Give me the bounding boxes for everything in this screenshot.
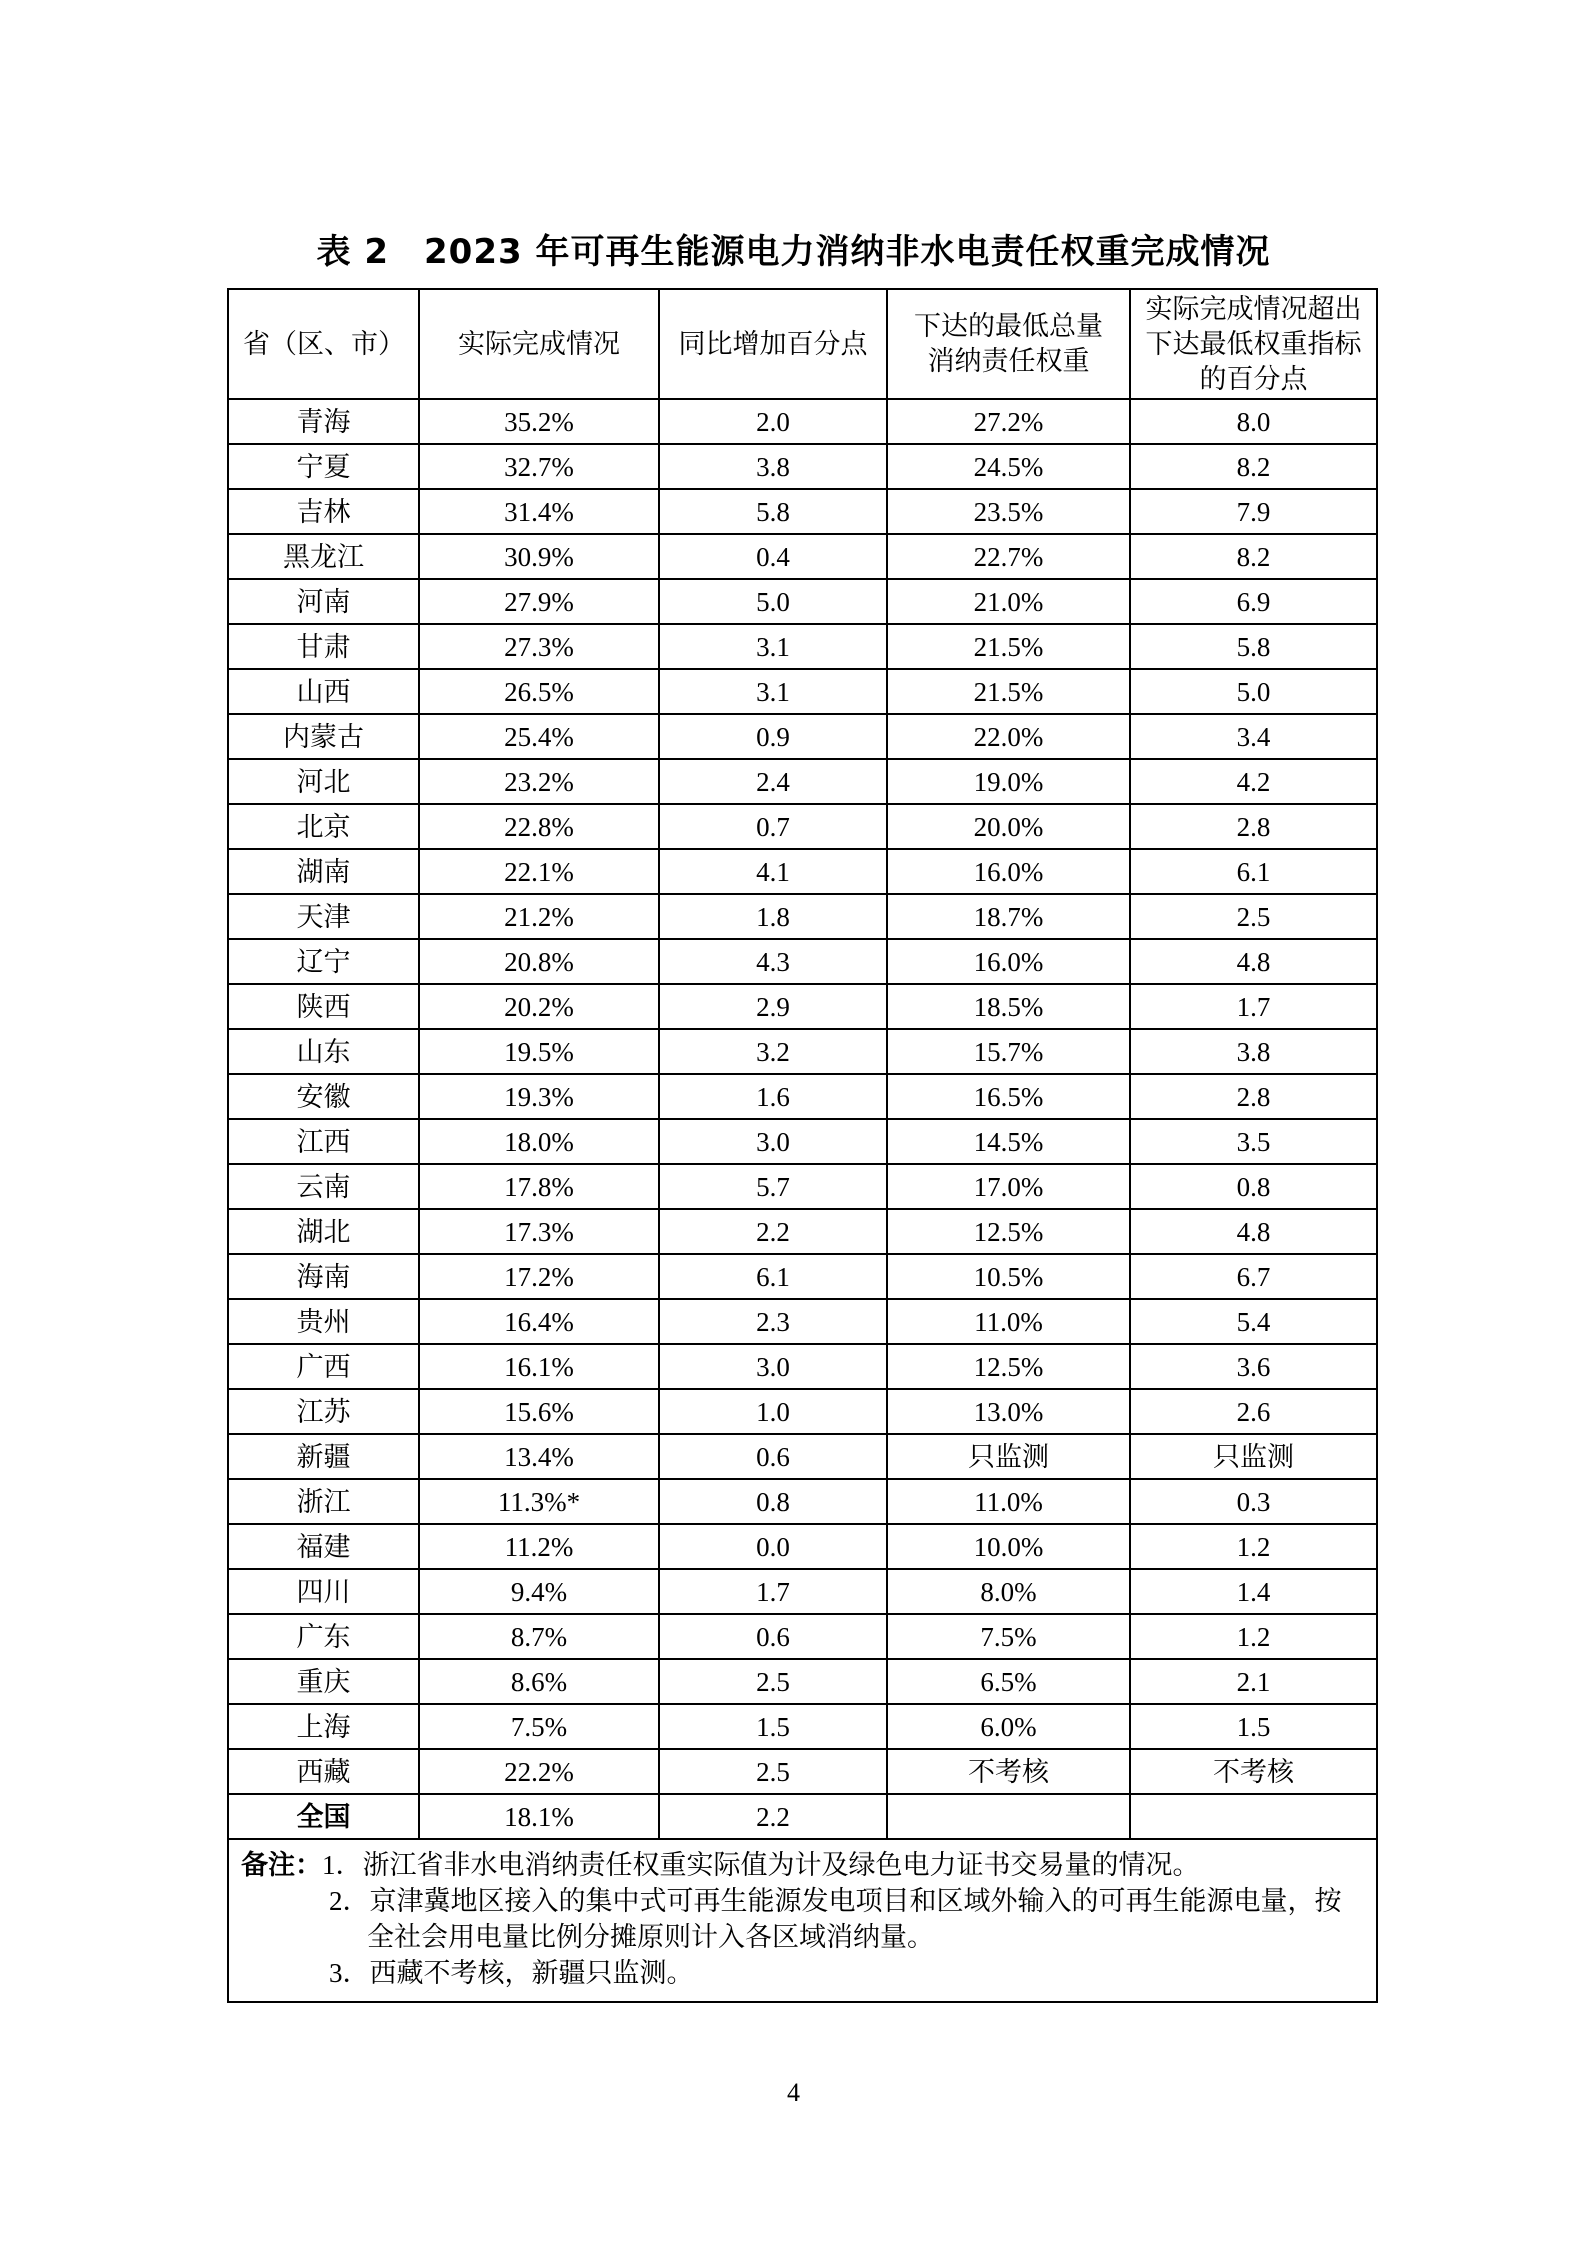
value-cell: 22.2% <box>419 1749 659 1794</box>
value-cell: 只监测 <box>1130 1434 1377 1479</box>
column-header: 实际完成情况 <box>419 289 659 399</box>
value-cell: 22.8% <box>419 804 659 849</box>
column-header: 同比增加百分点 <box>659 289 887 399</box>
value-cell: 5.8 <box>1130 624 1377 669</box>
value-cell: 7.5% <box>419 1704 659 1749</box>
value-cell: 2.3 <box>659 1299 887 1344</box>
value-cell: 3.2 <box>659 1029 887 1074</box>
value-cell: 21.5% <box>887 624 1130 669</box>
value-cell: 1.2 <box>1130 1524 1377 1569</box>
note-item: 2．京津冀地区接入的集中式可再生能源发电项目和区域外输入的可再生能源电量，按全社会用电量比例分摊原则计入各区域消纳量。 <box>329 1886 1342 1952</box>
province-cell: 北京 <box>228 804 419 849</box>
table-row <box>228 1074 1377 1119</box>
province-cell: 安徽 <box>228 1074 419 1119</box>
value-cell: 1.2 <box>1130 1614 1377 1659</box>
province-cell: 天津 <box>228 894 419 939</box>
table-row <box>228 1029 1377 1074</box>
value-cell: 5.4 <box>1130 1299 1377 1344</box>
table-row <box>228 579 1377 624</box>
value-cell: 0.6 <box>659 1614 887 1659</box>
value-cell: 0.8 <box>659 1479 887 1524</box>
value-cell: 0.4 <box>659 534 887 579</box>
province-cell: 山西 <box>228 669 419 714</box>
value-cell: 16.1% <box>419 1344 659 1389</box>
value-cell: 13.0% <box>887 1389 1130 1434</box>
value-cell: 只监测 <box>887 1434 1130 1479</box>
table-row <box>228 1569 1377 1614</box>
table-row <box>228 1434 1377 1479</box>
value-cell: 27.2% <box>887 399 1130 444</box>
notes-cell <box>228 1839 1377 2002</box>
value-cell: 6.7 <box>1130 1254 1377 1299</box>
value-cell: 15.6% <box>419 1389 659 1434</box>
province-cell: 新疆 <box>228 1434 419 1479</box>
column-header: 实际完成情况超出下达最低权重指标的百分点 <box>1130 289 1377 399</box>
value-cell: 31.4% <box>419 489 659 534</box>
value-cell: 18.7% <box>887 894 1130 939</box>
table-row <box>228 1479 1377 1524</box>
value-cell: 3.8 <box>659 444 887 489</box>
table-row <box>228 669 1377 714</box>
value-cell: 23.5% <box>887 489 1130 534</box>
table-row <box>228 1344 1377 1389</box>
value-cell: 17.8% <box>419 1164 659 1209</box>
table-row <box>228 1524 1377 1569</box>
value-cell: 22.7% <box>887 534 1130 579</box>
province-cell: 辽宁 <box>228 939 419 984</box>
value-cell: 16.0% <box>887 849 1130 894</box>
province-cell: 全国 <box>228 1794 419 1839</box>
value-cell: 32.7% <box>419 444 659 489</box>
table-row <box>228 804 1377 849</box>
value-cell: 8.6% <box>419 1659 659 1704</box>
province-cell: 海南 <box>228 1254 419 1299</box>
province-cell: 河北 <box>228 759 419 804</box>
value-cell: 17.3% <box>419 1209 659 1254</box>
province-cell: 四川 <box>228 1569 419 1614</box>
value-cell: 6.1 <box>1130 849 1377 894</box>
value-cell: 11.0% <box>887 1479 1130 1524</box>
province-cell: 青海 <box>228 399 419 444</box>
province-cell: 甘肃 <box>228 624 419 669</box>
value-cell: 5.0 <box>1130 669 1377 714</box>
value-cell: 21.5% <box>887 669 1130 714</box>
note-item: 3．西藏不考核，新疆只监测。 <box>329 1958 694 1988</box>
value-cell: 9.4% <box>419 1569 659 1614</box>
table-row <box>228 1704 1377 1749</box>
value-cell: 3.1 <box>659 624 887 669</box>
value-cell: 4.8 <box>1130 939 1377 984</box>
value-cell: 20.2% <box>419 984 659 1029</box>
value-cell: 2.8 <box>1130 804 1377 849</box>
table-row <box>228 1209 1377 1254</box>
value-cell: 4.2 <box>1130 759 1377 804</box>
province-cell: 宁夏 <box>228 444 419 489</box>
value-cell: 16.4% <box>419 1299 659 1344</box>
province-cell: 陕西 <box>228 984 419 1029</box>
value-cell: 3.6 <box>1130 1344 1377 1389</box>
value-cell: 0.3 <box>1130 1479 1377 1524</box>
table-row <box>228 444 1377 489</box>
value-cell: 19.3% <box>419 1074 659 1119</box>
value-cell: 16.0% <box>887 939 1130 984</box>
value-cell: 3.5 <box>1130 1119 1377 1164</box>
value-cell: 7.9 <box>1130 489 1377 534</box>
province-cell: 河南 <box>228 579 419 624</box>
value-cell: 3.0 <box>659 1119 887 1164</box>
value-cell: 2.9 <box>659 984 887 1029</box>
value-cell: 6.0% <box>887 1704 1130 1749</box>
notes-label: 备注： <box>241 1850 322 1880</box>
table-title: 表 2 2023 年可再生能源电力消纳非水电责任权重完成情况 <box>316 232 1271 272</box>
header-row <box>228 289 1377 399</box>
table-row <box>228 1389 1377 1434</box>
value-cell: 22.1% <box>419 849 659 894</box>
value-cell: 5.8 <box>659 489 887 534</box>
table-row <box>228 1614 1377 1659</box>
province-cell: 湖南 <box>228 849 419 894</box>
value-cell: 20.0% <box>887 804 1130 849</box>
value-cell: 21.0% <box>887 579 1130 624</box>
value-cell: 5.0 <box>659 579 887 624</box>
value-cell: 6.5% <box>887 1659 1130 1704</box>
value-cell: 8.7% <box>419 1614 659 1659</box>
value-cell: 3.4 <box>1130 714 1377 759</box>
value-cell: 1.6 <box>659 1074 887 1119</box>
value-cell: 2.8 <box>1130 1074 1377 1119</box>
table-row <box>228 1749 1377 1794</box>
value-cell: 26.5% <box>419 669 659 714</box>
table-row <box>228 1164 1377 1209</box>
value-cell: 17.2% <box>419 1254 659 1299</box>
table-row <box>228 399 1377 444</box>
value-cell: 18.5% <box>887 984 1130 1029</box>
province-cell: 广东 <box>228 1614 419 1659</box>
province-cell: 云南 <box>228 1164 419 1209</box>
value-cell: 0.8 <box>1130 1164 1377 1209</box>
value-cell: 1.7 <box>659 1569 887 1614</box>
value-cell: 2.6 <box>1130 1389 1377 1434</box>
value-cell: 20.8% <box>419 939 659 984</box>
province-cell: 浙江 <box>228 1479 419 1524</box>
value-cell: 15.7% <box>887 1029 1130 1074</box>
province-cell: 吉林 <box>228 489 419 534</box>
value-cell: 2.4 <box>659 759 887 804</box>
table-body <box>228 399 1377 1839</box>
value-cell: 0.6 <box>659 1434 887 1479</box>
note-item: 1．浙江省非水电消纳责任权重实际值为计及绿色电力证书交易量的情况。 <box>322 1850 1200 1880</box>
value-cell: 8.0 <box>1130 399 1377 444</box>
value-cell: 24.5% <box>887 444 1130 489</box>
province-cell: 江西 <box>228 1119 419 1164</box>
value-cell: 2.1 <box>1130 1659 1377 1704</box>
value-cell: 6.1 <box>659 1254 887 1299</box>
table-row <box>228 1119 1377 1164</box>
table-row <box>228 1794 1377 1839</box>
value-cell: 4.1 <box>659 849 887 894</box>
value-cell: 4.3 <box>659 939 887 984</box>
table-row <box>228 489 1377 534</box>
table-row <box>228 714 1377 759</box>
value-cell: 2.2 <box>659 1209 887 1254</box>
value-cell: 11.3%* <box>419 1479 659 1524</box>
value-cell: 1.4 <box>1130 1569 1377 1614</box>
table-row <box>228 939 1377 984</box>
value-cell: 10.5% <box>887 1254 1130 1299</box>
value-cell: 18.1% <box>419 1794 659 1839</box>
table-row <box>228 1299 1377 1344</box>
value-cell: 30.9% <box>419 534 659 579</box>
value-cell: 2.5 <box>659 1749 887 1794</box>
value-cell: 1.8 <box>659 894 887 939</box>
value-cell: 17.0% <box>887 1164 1130 1209</box>
value-cell: 4.8 <box>1130 1209 1377 1254</box>
value-cell: 11.2% <box>419 1524 659 1569</box>
value-cell: 0.0 <box>659 1524 887 1569</box>
value-cell: 8.0% <box>887 1569 1130 1614</box>
table-row <box>228 849 1377 894</box>
data-table <box>227 288 1378 2003</box>
page-number: 4 <box>787 2078 800 2107</box>
value-cell: 不考核 <box>887 1749 1130 1794</box>
value-cell: 1.0 <box>659 1389 887 1434</box>
table-row <box>228 624 1377 669</box>
value-cell: 5.7 <box>659 1164 887 1209</box>
value-cell: 1.5 <box>659 1704 887 1749</box>
value-cell: 21.2% <box>419 894 659 939</box>
value-cell: 2.0 <box>659 399 887 444</box>
value-cell: 3.1 <box>659 669 887 714</box>
value-cell: 25.4% <box>419 714 659 759</box>
table-row <box>228 759 1377 804</box>
value-cell: 8.2 <box>1130 534 1377 579</box>
table-footer <box>228 1839 1377 2002</box>
value-cell: 18.0% <box>419 1119 659 1164</box>
province-cell: 湖北 <box>228 1209 419 1254</box>
table-header <box>228 289 1377 399</box>
value-cell: 27.9% <box>419 579 659 624</box>
column-header: 省（区、市） <box>228 289 419 399</box>
value-cell <box>1130 1794 1377 1839</box>
value-cell: 2.2 <box>659 1794 887 1839</box>
province-cell: 重庆 <box>228 1659 419 1704</box>
value-cell: 6.9 <box>1130 579 1377 624</box>
table-row <box>228 894 1377 939</box>
value-cell: 0.9 <box>659 714 887 759</box>
value-cell: 2.5 <box>659 1659 887 1704</box>
value-cell: 1.5 <box>1130 1704 1377 1749</box>
value-cell: 8.2 <box>1130 444 1377 489</box>
table-row <box>228 1659 1377 1704</box>
notes-row <box>228 1839 1377 2002</box>
province-cell: 贵州 <box>228 1299 419 1344</box>
value-cell: 12.5% <box>887 1209 1130 1254</box>
value-cell: 不考核 <box>1130 1749 1377 1794</box>
note-line <box>241 1847 1362 1883</box>
value-cell: 27.3% <box>419 624 659 669</box>
value-cell: 10.0% <box>887 1524 1130 1569</box>
value-cell: 35.2% <box>419 399 659 444</box>
province-cell: 黑龙江 <box>228 534 419 579</box>
table-row <box>228 984 1377 1029</box>
value-cell: 19.0% <box>887 759 1130 804</box>
value-cell: 7.5% <box>887 1614 1130 1659</box>
province-cell: 西藏 <box>228 1749 419 1794</box>
value-cell: 13.4% <box>419 1434 659 1479</box>
value-cell: 11.0% <box>887 1299 1130 1344</box>
value-cell: 14.5% <box>887 1119 1130 1164</box>
value-cell: 0.7 <box>659 804 887 849</box>
province-cell: 上海 <box>228 1704 419 1749</box>
table-row <box>228 534 1377 579</box>
province-cell: 江苏 <box>228 1389 419 1434</box>
value-cell: 1.7 <box>1130 984 1377 1029</box>
table-row <box>228 1254 1377 1299</box>
province-cell: 福建 <box>228 1524 419 1569</box>
value-cell: 12.5% <box>887 1344 1130 1389</box>
value-cell: 23.2% <box>419 759 659 804</box>
value-cell: 3.0 <box>659 1344 887 1389</box>
province-cell: 广西 <box>228 1344 419 1389</box>
value-cell: 19.5% <box>419 1029 659 1074</box>
value-cell: 16.5% <box>887 1074 1130 1119</box>
province-cell: 内蒙古 <box>228 714 419 759</box>
column-header: 下达的最低总量消纳责任权重 <box>887 289 1130 399</box>
value-cell <box>887 1794 1130 1839</box>
value-cell: 3.8 <box>1130 1029 1377 1074</box>
province-cell: 山东 <box>228 1029 419 1074</box>
value-cell: 22.0% <box>887 714 1130 759</box>
value-cell: 2.5 <box>1130 894 1377 939</box>
